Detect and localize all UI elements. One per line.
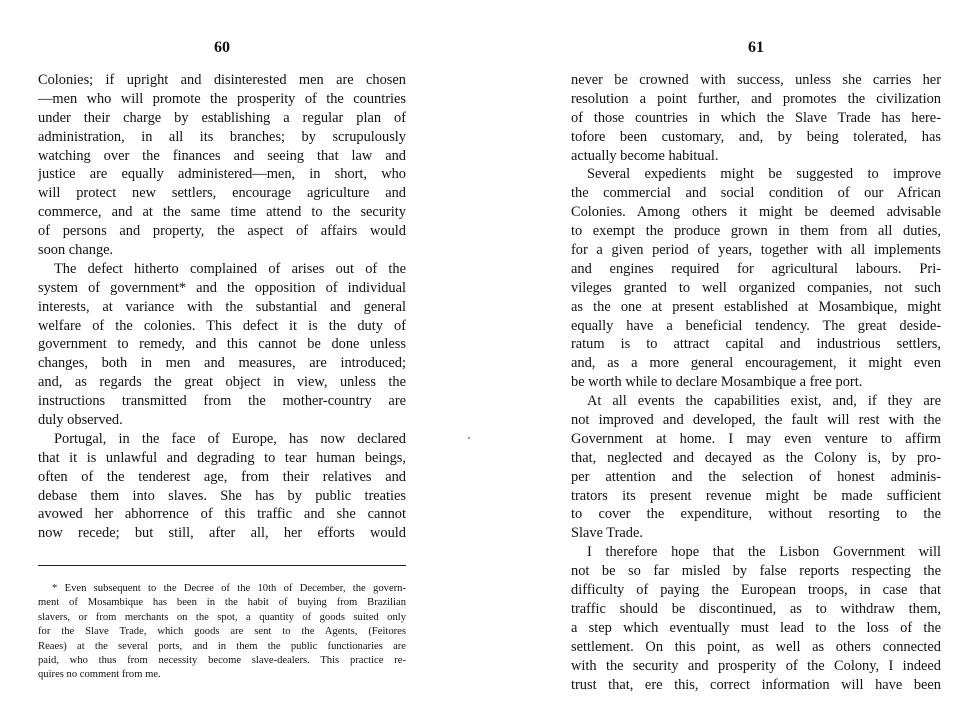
footnote-line: Reaes) at the several ports, and in them the public functionaries are <box>38 640 406 652</box>
footnote-line: * Even subsequent to the Decree of the 10th of December, the govern- <box>52 583 406 594</box>
text-line: welfare of the colonies. This defect it is the duty of <box>38 317 406 334</box>
text-line: system of government* and the opposition of individual <box>38 279 406 296</box>
text-line: for a given period of years, together with all implements <box>571 242 941 259</box>
text-line: vileges granted to well organized companies, not such <box>571 279 941 296</box>
text-line: and, as regards the great object in view, unless the <box>38 374 406 391</box>
text-line: Portugal, in the face of Europe, has now declared <box>54 430 406 447</box>
text-line: that it is unlawful and degrading to tear human beings, <box>38 449 406 466</box>
text-line: —men who will promote the prosperity of the countries <box>38 90 406 107</box>
right-page-body <box>571 71 941 694</box>
text-line: actually become habitual. <box>571 147 719 164</box>
page-number-right: 61 <box>748 39 764 56</box>
text-line: to exempt the produce grown in them from all duties, <box>571 223 941 240</box>
text-line: soon change. <box>38 242 114 259</box>
text-line: Colonies; if upright and disinterested men are chosen <box>38 72 406 88</box>
text-line: At all events the capabilities exist, and, if they are <box>587 393 941 410</box>
text-line: often of the tenderest age, from their relatives and <box>38 468 406 485</box>
text-line: and engines required for agricultural labours. Pri- <box>571 260 941 277</box>
text-line: watching over the finances and seeing that law and <box>38 147 406 164</box>
text-line: tofore been customary, and, by being tolerated, has <box>571 128 941 145</box>
left-page-body <box>38 71 406 543</box>
text-line: I therefore hope that the Lisbon Government will <box>587 544 941 561</box>
text-line: not improved and developed, the fault will rest with the <box>571 412 941 429</box>
text-line: traffic should be discontinued, as to withdraw them, <box>571 600 941 617</box>
text-line: debase them into slaves. She has by public treaties <box>38 487 406 504</box>
footnote-line: paid, who thus from necessity become slave-dealers. This practice re- <box>38 654 406 666</box>
footnote-line: quires no comment from me. <box>38 669 161 681</box>
text-line: now recede; but still, after all, her efforts would <box>38 525 406 542</box>
text-line: instructions transmitted from the mother-country are <box>38 393 406 410</box>
text-line: the commercial and social condition of our African <box>571 185 941 202</box>
text-line: with the security and prosperity of the Colony, I indeed <box>571 657 941 674</box>
left-page <box>38 0 406 727</box>
text-line: under their charge by establishing a regular plan of <box>38 109 406 126</box>
text-line: settlement. On this point, as well as others connected <box>571 638 941 655</box>
text-line: per attention and the selection of honest adminis- <box>571 468 941 485</box>
text-line: changes, both in men and measures, are introduced; <box>38 355 406 372</box>
text-line: Colonies. Among others it might be deemed advisable <box>571 204 941 221</box>
text-line: administration, in all its branches; by scrupulously <box>38 128 406 145</box>
text-line: justice are equally administered—men, in short, who <box>38 166 406 183</box>
text-line: avowed her abhorrence of this traffic and she cannot <box>38 506 406 523</box>
text-line: difficulty of paying the European troops, in case that <box>571 582 941 599</box>
text-line: to cover the expenditure, without resorting to the <box>571 506 941 523</box>
right-page <box>571 0 941 727</box>
footnote-rule <box>38 565 406 566</box>
text-line: interests, at variance with the substantial and general <box>38 298 406 315</box>
scan-speck <box>468 437 470 439</box>
footnote-line: for the Slave Trade, which goods are sent to the Agents, (Feitores <box>38 626 406 638</box>
text-line: never be crowned with success, unless she carries her <box>571 72 941 88</box>
text-line: Slave Trade. <box>571 525 643 542</box>
text-line: The defect hitherto complained of arises out of the <box>54 260 406 277</box>
text-line: be worth while to declare Mosambique a free port. <box>571 374 863 391</box>
footnote-line: slavers, or from merchants on the spot, a quantity of goods suited only <box>38 611 406 623</box>
text-line: Government at home. I may even venture to affirm <box>571 430 941 447</box>
text-line: of persons and property, the aspect of affairs would <box>38 223 406 240</box>
text-line: equally have a beneficial tendency. The great deside- <box>571 317 941 334</box>
text-line: trators its present revenue might be made sufficient <box>571 487 941 504</box>
text-line: government to remedy, and this cannot be done unless <box>38 336 406 353</box>
text-line: ratum is to attract capital and industrious settlers, <box>571 336 941 353</box>
text-line: as the one at present established at Mosambique, might <box>571 298 941 315</box>
text-line: duly observed. <box>38 412 123 429</box>
text-line: of those countries in which the Slave Trade has here- <box>571 109 941 126</box>
footnote <box>38 582 406 683</box>
text-line: not be so far misled by false reports respecting the <box>571 563 941 580</box>
page-number-left: 60 <box>214 39 230 56</box>
text-line: commerce, and at the same time attend to the security <box>38 204 406 221</box>
footnote-line: ment of Mosambique has been in the habit of buying from Brazilian <box>38 597 406 609</box>
text-line: trust that, ere this, correct information will have been <box>571 676 941 693</box>
text-line: resolution a point further, and promotes the civilization <box>571 90 941 107</box>
text-line: a step which eventually must lead to the loss of the <box>571 619 941 636</box>
text-line: will protect new settlers, encourage agriculture and <box>38 185 406 202</box>
text-line: Several expedients might be suggested to improve <box>587 166 941 183</box>
text-line: and, as a more general encouragement, it might even <box>571 355 941 372</box>
text-line: that, neglected and decayed as the Colony is, by pro- <box>571 449 941 466</box>
